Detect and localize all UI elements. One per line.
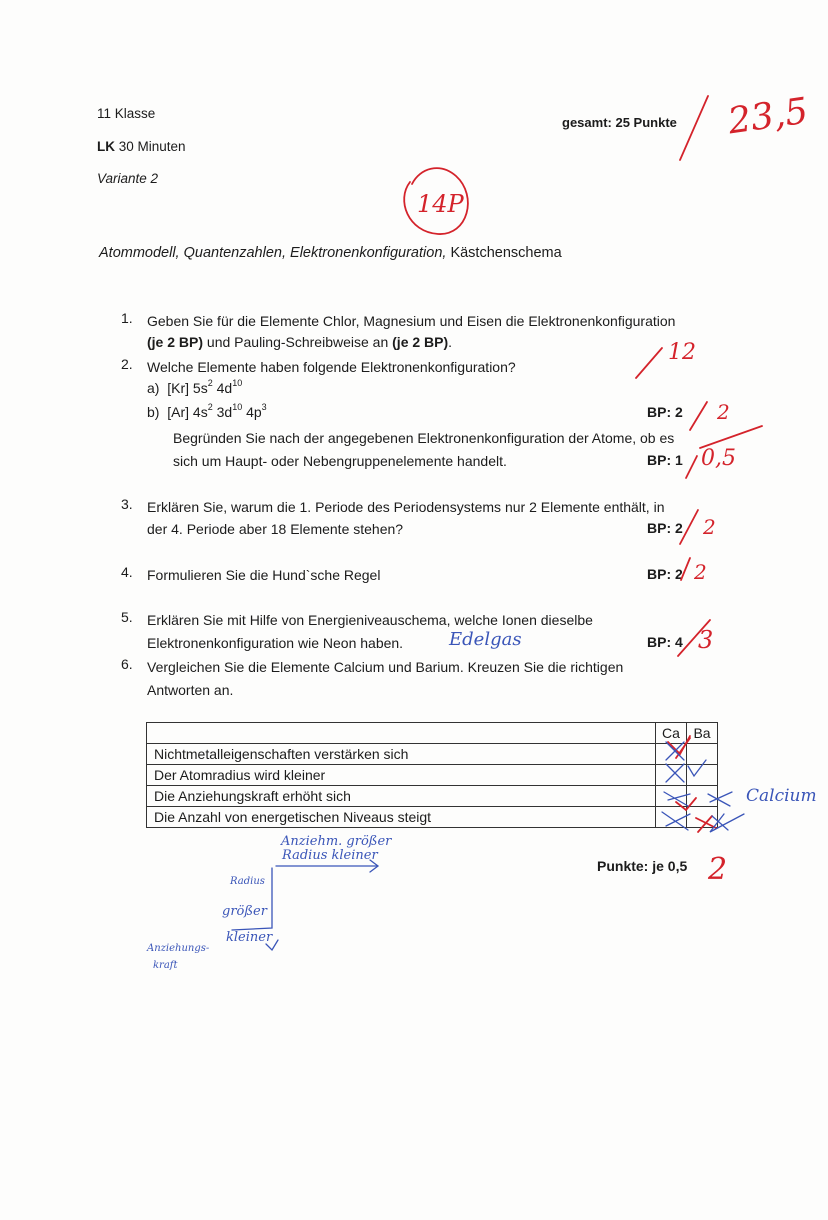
q4-text: Formulieren Sie die Hund`sche Regel [147,567,381,583]
q2-b-bp: BP: 2 [647,404,683,420]
topic-line [99,244,562,262]
table-cell-ca[interactable] [656,744,687,765]
q3-line2: der 4. Periode aber 18 Elemente stehen? [147,521,404,537]
table-statement: Die Anzahl von energetischen Niveaus steigt [147,807,656,828]
q2-reason-line1: Begründen Sie nach der angegebenen Elektronenkonfiguration der Atome, ob es [173,430,675,446]
total-score-slash-icon [680,96,708,160]
sketch-arrow-icon [232,860,378,930]
sketch-top-line2: Radius kleiner [282,848,378,863]
q4-bp: BP: 2 [647,566,683,582]
sketch-label-kraft: kraft [153,960,178,971]
total-score-handwritten: 23,5 [725,90,811,143]
table-cell-ca[interactable] [656,786,687,807]
table-note-handwritten: Calcium [746,786,817,806]
table-cell-ba[interactable] [687,807,718,828]
q1-number: 1. [121,310,133,326]
q2-b-label: b) [147,404,160,420]
table-row [147,786,718,807]
q2-reason-slash-icon [686,456,697,478]
q2-a-config: [Kr] 5s [167,380,208,396]
q5-line2: Elektronenkonfiguration wie Neon haben. [147,635,404,651]
comparison-table [146,722,718,828]
q6-score-handwritten: 2 [708,852,728,887]
q5-score-handwritten: 3 [698,626,714,654]
q2-b-config: [Ar] 4s [167,404,208,420]
q4-score-handwritten: 2 [694,560,707,584]
table-cell-ba[interactable] [687,786,718,807]
duration: 30 Minuten [118,139,186,154]
q3-bp: BP: 2 [647,520,683,536]
q2-a-mid: 4d [212,380,233,396]
q2-number: 2. [121,356,133,372]
q2-b-sup2: 10 [232,402,243,413]
table-row [147,765,718,786]
q1-score-slash-icon [636,348,662,378]
q5-line1: Erklären Sie mit Hilfe von Energieniveauschema, welche Ionen dieselbe [147,612,593,628]
table-header-row [147,723,718,744]
q2-b-sup1: 2 [207,402,213,413]
circled-points-handwritten: 14P [417,190,464,218]
sketch-label-anziehungs: Anziehungs- [147,943,210,954]
q2-reason-score-handwritten: 0,5 [701,446,736,471]
q6-line2: Antworten an. [147,682,234,698]
lk-label: LK [97,139,115,154]
sketch-top-line1: Anziehm. größer [281,834,392,849]
q1-mid: und Pauling-Schreibweise an [206,334,389,350]
q2-text: Welche Elemente haben folgende Elektronenkonfiguration? [147,359,516,375]
table-row [147,807,718,828]
sketch-label-groesser: größer [222,904,267,919]
q5-bp: BP: 4 [647,634,683,650]
q2-a-sup2: 10 [232,378,243,389]
sketch-label-radius: Radius [230,876,265,887]
q5-number: 5. [121,609,133,625]
q1-line1: Geben Sie für die Elemente Chlor, Magnesium und Eisen die Elektronenkonfiguration [147,313,676,329]
table-statement: Nichtmetalleigenschaften verstärken sich [147,744,656,765]
total-points: gesamt: 25 Punkte [562,115,677,130]
sketch-label-kleiner: kleiner [226,930,273,945]
q2-b-mid1: 3d [212,404,233,420]
q2-extra-stroke-icon [700,426,762,448]
q5-note-handwritten: Edelgas [449,629,522,650]
topic-italic: Atommodell, Quantenzahlen, Elektronenkonfiguration, [99,245,447,261]
topic-plain: Kästchenschema [450,245,562,261]
q4-number: 4. [121,564,133,580]
q2-a-label: a) [147,380,160,396]
q6-number: 6. [121,656,133,672]
table-cell-ba[interactable] [687,744,718,765]
q2-a-sup1: 2 [207,378,213,389]
table-statement: Der Atomradius wird kleiner [147,765,656,786]
q2-b-mid2: 4p [242,404,262,420]
table-statement: Die Anziehungskraft erhöht sich [147,786,656,807]
q2-b [147,403,267,421]
q3-score-handwritten: 2 [703,515,716,539]
table-cell-ba[interactable] [687,765,718,786]
table-points: Punkte: je 0,5 [597,858,688,874]
table-cell-ca[interactable] [656,807,687,828]
q1-score-handwritten: 12 [668,340,696,365]
table-header-ca: Ca [656,723,687,744]
q2-a [147,379,242,397]
table-header-empty [147,723,656,744]
q1-bp2: (je 2 BP) [392,334,449,350]
q6-line1: Vergleichen Sie die Elemente Calcium und Barium. Kreuzen Sie die richtigen [147,659,624,675]
q1-bp1: (je 2 BP) [147,334,204,350]
class-label: 11 Klasse [97,106,156,121]
variant-label: Variante 2 [97,171,159,186]
q3-number: 3. [121,496,133,512]
q1-end: . [448,334,453,350]
q2-reason-line2: sich um Haupt- oder Nebengruppenelemente handelt. [173,453,507,469]
q1-line2 [147,333,452,351]
table-header-ba: Ba [687,723,718,744]
q2b-score-slash-icon [690,402,707,430]
table-row [147,744,718,765]
q2-reason-bp: BP: 1 [647,452,683,468]
course-duration [97,138,186,156]
table-cell-ca[interactable] [656,765,687,786]
q2-b-sup3: 3 [261,402,267,413]
q3-line1: Erklären Sie, warum die 1. Periode des Periodensystems nur 2 Elemente enthält, in [147,499,665,515]
q2b-score-handwritten: 2 [717,400,730,424]
